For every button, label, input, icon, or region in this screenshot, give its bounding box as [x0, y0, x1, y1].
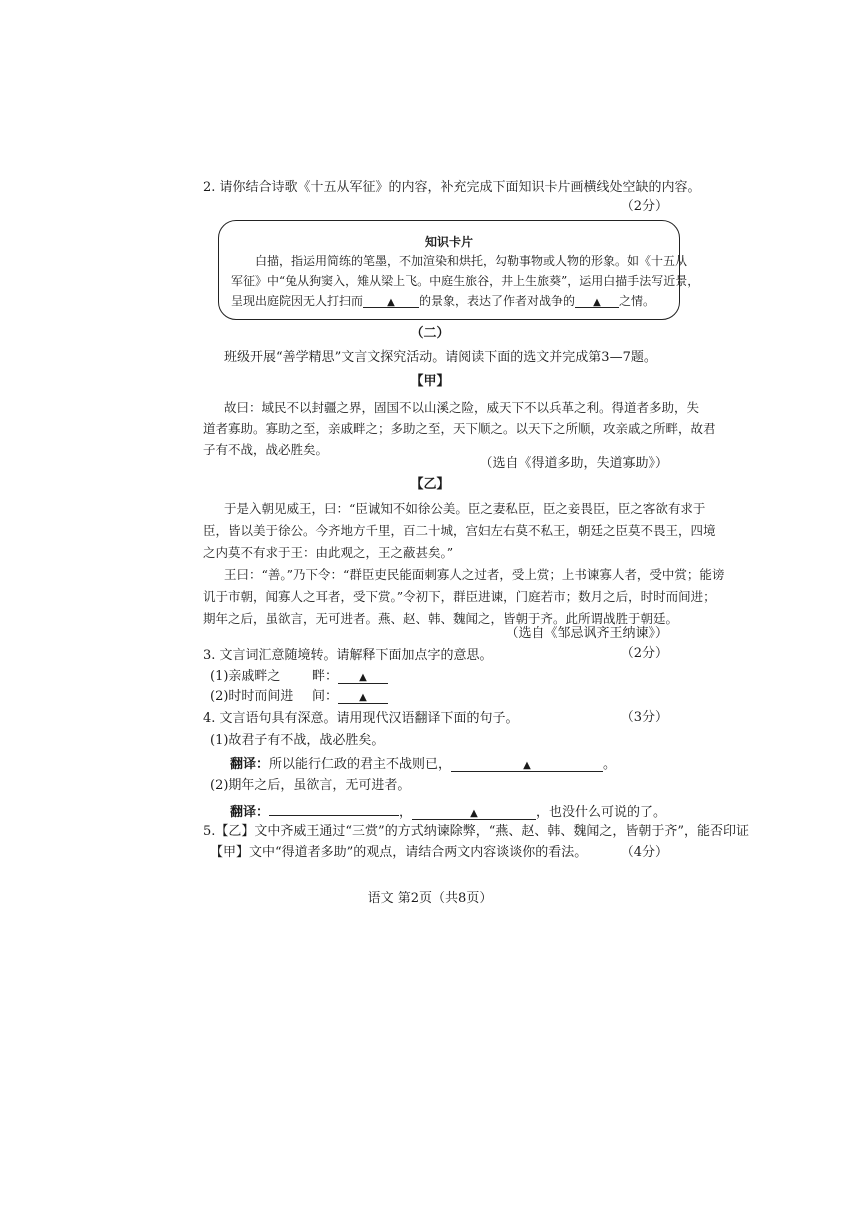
- knowledge-card: [218, 220, 700, 320]
- q4-translation-1: [230, 757, 616, 773]
- q3-item-1: [210, 669, 280, 685]
- q5-line-2: 【甲】文中“得道者多助”的观点，请结合两文内容谈谈你的看法。: [210, 845, 588, 860]
- knowledge-card-line-3: [231, 293, 655, 309]
- q3-item-2: [210, 689, 293, 705]
- triangle-marker-icon: ▲: [523, 760, 531, 771]
- triangle-marker-icon: ▲: [359, 692, 367, 703]
- q5-line-1: 5.【乙】文中齐威王通过“三赏”的方式纳谏除弊，“燕、赵、韩、魏闻之，皆朝于齐”，能否印证: [203, 824, 749, 839]
- q4-score: （3分）: [620, 710, 668, 725]
- section-intro: 班级开展“善学精思”文言文探究活动。请阅读下面的选文并完成第3—7题。: [224, 350, 657, 365]
- passage-jia-line-2: 道者寡助。寡助之至，亲戚畔之；多助之至，天下顺之。以天下之所顺，攻亲戚之所畔，故君: [203, 421, 716, 436]
- q4-translation-2-comma: ，: [399, 805, 413, 820]
- answer-blank-7[interactable]: [412, 805, 536, 820]
- answer-blank-3[interactable]: [338, 669, 388, 684]
- answer-blank-6[interactable]: [269, 801, 399, 816]
- q3-item-2-word: 间：: [312, 689, 339, 704]
- q3-score: （2分）: [620, 646, 668, 661]
- knowledge-card-line-2: 军征》中“兔从狗窦入，雉从梁上飞。中庭生旅谷，井上生旅葵”，运用白描手法写近景，: [231, 274, 700, 288]
- triangle-marker-icon: ▲: [359, 672, 367, 683]
- q4-stem: 4. 文言语句具有深意。请用现代汉语翻译下面的句子。: [203, 711, 519, 726]
- q3-item-1-answer: [312, 669, 388, 685]
- answer-blank-5[interactable]: [451, 757, 603, 772]
- page-footer: 语文 第2页（共8页）: [367, 891, 493, 906]
- passage-jia-label: 【甲】: [410, 374, 450, 389]
- knowledge-card-line-3-part-a: 呈现出庭院因无人打扫而: [231, 294, 364, 308]
- q4-translation-2: [230, 801, 666, 821]
- passage-yi-line-3: 之内莫不有求于王：由此观之，王之蔽甚矣。”: [203, 545, 454, 560]
- q3-stem: 3. 文言词汇意随境转。请解释下面加点字的意思。: [203, 648, 493, 663]
- q3-item-1-label: (1)亲戚畔之: [210, 669, 281, 684]
- q4-translation-2-end: ，也没什么可说的了。: [536, 805, 667, 820]
- q4-translation-1-text: 所以能行仁政的君主不战则已，: [269, 757, 452, 772]
- answer-blank-1[interactable]: [363, 293, 419, 308]
- triangle-marker-icon: ▲: [593, 297, 601, 308]
- q3-item-1-word: 畔：: [312, 669, 339, 684]
- q4-translation-1-end: 。: [603, 757, 617, 772]
- triangle-marker-icon: ▲: [387, 297, 395, 308]
- q4-translation-2-label: 翻译：: [230, 805, 270, 820]
- answer-blank-4[interactable]: [338, 689, 388, 704]
- passage-yi-line-6: 期年之后，虽欲言，无可进者。燕、赵、韩、魏闻之，皆朝于齐。此所谓战胜于朝廷。: [203, 611, 679, 626]
- q3-item-2-answer: [312, 689, 388, 705]
- passage-jia-line-3: 子有不战，战必胜矣。: [203, 442, 329, 457]
- answer-blank-2[interactable]: [575, 293, 619, 308]
- passage-yi-line-1: 于是入朝见威王，曰：“臣诚知不如徐公美。臣之妻私臣，臣之妾畏臣，臣之客欲有求于: [224, 501, 706, 516]
- q4-item-1: (1)故君子有不战，战必胜矣。: [210, 733, 385, 748]
- passage-yi-source: （选自《邹忌讽齐王纳谏》）: [505, 626, 668, 641]
- knowledge-card-title: 知识卡片: [424, 235, 473, 249]
- passage-yi-line-4: 王曰：“善。”乃下令：“群臣吏民能面刺寡人之过者，受上赏；上书谏寡人者，受中赏；能谤: [224, 567, 725, 582]
- knowledge-card-line-3-part-b: 的景象，表达了作者对战争的: [419, 294, 576, 308]
- passage-jia-line-1: 故曰：域民不以封疆之界，固国不以山溪之险，威天下不以兵革之利。得道者多助，失: [224, 400, 700, 415]
- q2-stem: 2. 请你结合诗歌《十五从军征》的内容，补充完成下面知识卡片画横线处空缺的内容。: [203, 180, 701, 195]
- passage-yi-label: 【乙】: [410, 477, 450, 492]
- q3-item-2-label: (2)时时而间进: [210, 689, 294, 704]
- triangle-marker-icon: ▲: [470, 808, 478, 819]
- knowledge-card-line-3-part-c: 之情。: [619, 294, 656, 308]
- section-number: （二）: [410, 326, 450, 341]
- passage-yi-line-5: 讥于市朝，闻寡人之耳者，受下赏。”令初下，群臣进谏，门庭若市；数月之后，时时而间进；: [203, 589, 716, 604]
- q4-item-2: (2)期年之后，虽欲言，无可进者。: [210, 778, 411, 793]
- knowledge-card-line-1: 白描，指运用简练的笔墨，不加渲染和烘托，勾勒事物或人物的形象。如《十五从: [255, 254, 688, 268]
- q4-translation-1-label: 翻译：: [230, 757, 270, 772]
- q2-score: （2分）: [620, 199, 668, 214]
- passage-jia-source: （选自《得道多助，失道寡助》）: [479, 456, 668, 471]
- passage-yi-line-2: 臣，皆以美于徐公。今齐地方千里，百二十城，宫妇左右莫不私王，朝廷之臣莫不畏王，四境: [203, 523, 716, 538]
- q5-score: （4分）: [620, 845, 668, 860]
